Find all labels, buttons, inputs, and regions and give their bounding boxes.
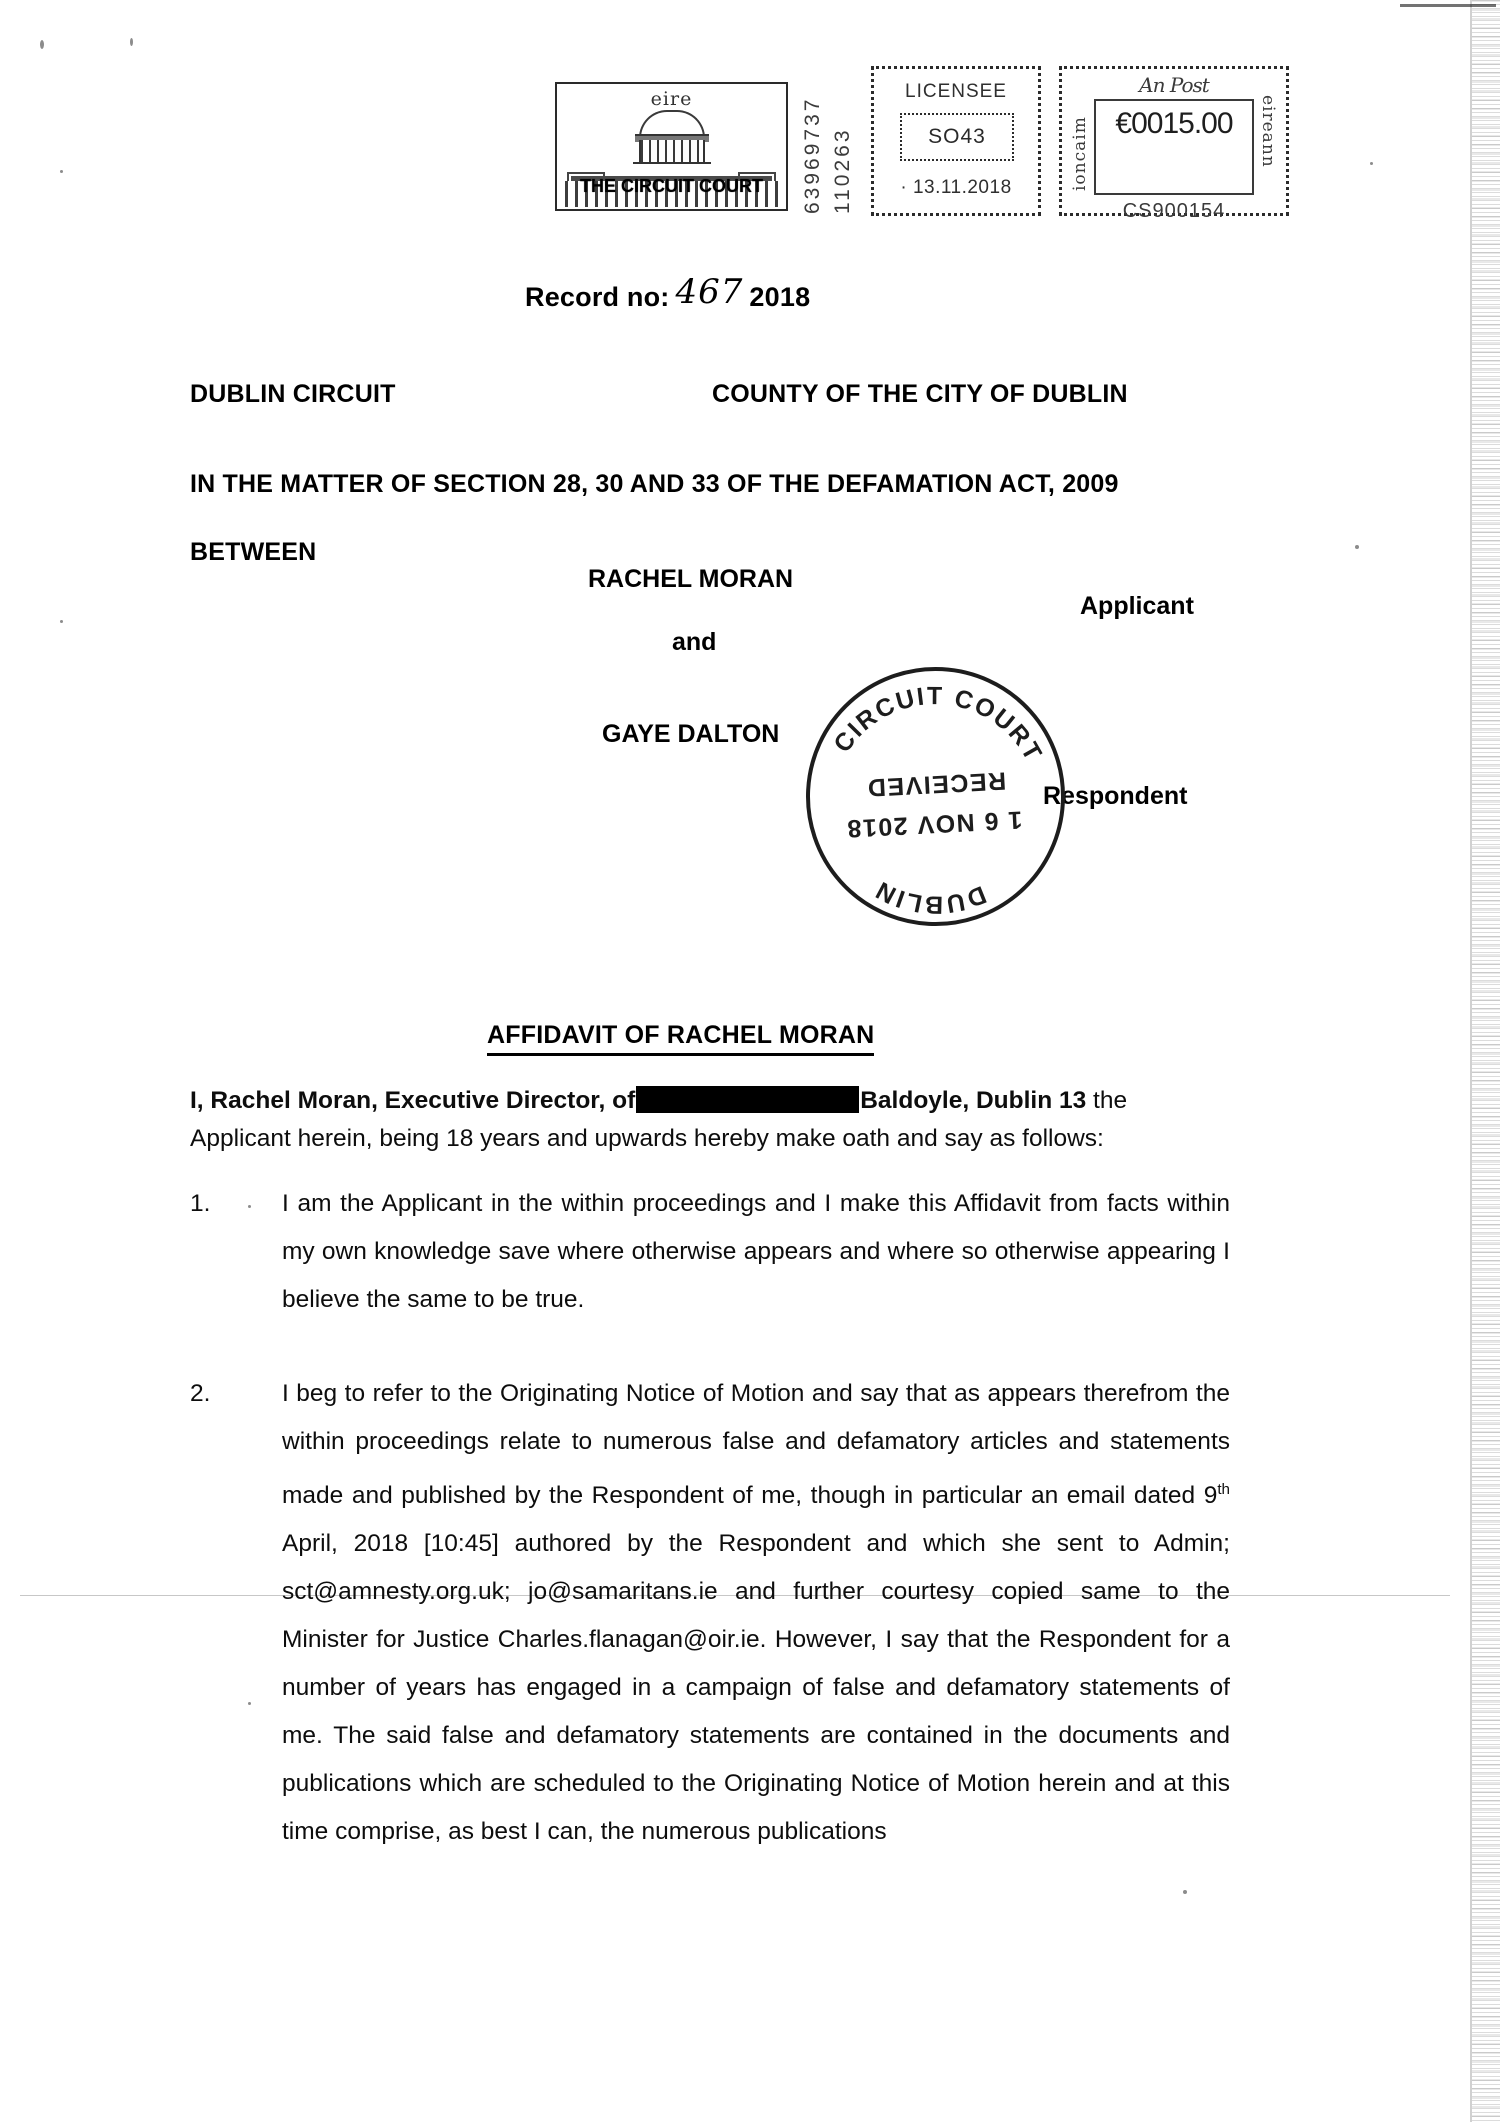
affidavit-title: AFFIDAVIT OF RACHEL MORAN	[487, 1021, 874, 1056]
intro-after-redaction: Baldoyle, Dublin 13	[860, 1087, 1087, 1114]
heading-dublin-circuit: DUBLIN CIRCUIT	[190, 380, 396, 408]
serial-number-group	[801, 66, 855, 214]
affidavit-paragraph-1	[190, 1180, 1230, 1324]
intro-before-redaction: I, Rachel Moran, Executive Director, of	[190, 1087, 636, 1114]
scan-speck	[40, 40, 44, 49]
licensee-label: LICENSEE	[905, 81, 1007, 102]
paragraph-text: I am the Applicant in the within proceedings and I make this Affidavit from facts within my own knowledge save where otherwise appears and where so otherwise appearing I believe the same to be true.	[282, 1190, 1230, 1313]
franking-side-right-text: eireann	[1258, 95, 1278, 168]
paragraph-text-part-1: I beg to refer to the Originating Notice of Motion and say that as appears therefrom the within proceedings relate to numerous false and defamatory articles and statements made and published by the Respondent of me, though in particular an email dated 9	[282, 1380, 1230, 1510]
scan-noise-band	[1472, 0, 1500, 2122]
scan-speck	[130, 38, 133, 46]
stamp-bottom-arc-label: CIRCUIT COURT	[828, 682, 1048, 767]
intro-tail: the Applicant herein, being 18 years and upwards hereby make oath and say as follows:	[190, 1087, 1128, 1152]
franking-stamp	[1059, 66, 1289, 222]
stamp-top-arc-label: DUBLIN	[869, 874, 991, 919]
stamp-received-word: RECEIVED	[865, 766, 1007, 802]
stamp-date: 1 6 NOV 2018	[845, 805, 1023, 843]
franking-side-left-text: ioncaim	[1070, 116, 1090, 191]
franking-script-logo: An Post	[1139, 73, 1209, 97]
paragraph-text-part-2: April, 2018 [10:45] authored by the Respondent and which she sent to Admin; sct@amnesty.org.uk; jo@samaritans.ie and further courtesy copied same to the Minister for Justice Charles.flanagan@oir.ie. However, I say that the Respondent for a number of years has engaged in a campaign of false and defamatory statements of me. The said false and defamatory statements are contained in the documents and publications which are scheduled to the Originating Notice of Motion herein and at this time comprise, as best I can, the numerous publications	[282, 1530, 1230, 1846]
party-connector: and	[672, 628, 717, 656]
scan-speck	[1183, 1890, 1187, 1894]
record-number-label: Record no:	[525, 282, 670, 312]
licensee-date: · 13.11.2018	[900, 177, 1012, 198]
party-respondent-label: Respondent	[1043, 782, 1188, 810]
scan-speck	[60, 620, 63, 623]
heading-matter-of: IN THE MATTER OF SECTION 28, 30 AND 33 OF THE DEFAMATION ACT, 2009	[190, 470, 1119, 498]
party-applicant-label: Applicant	[1080, 592, 1194, 620]
paragraph-number: 1.	[190, 1190, 211, 1217]
heading-between: BETWEEN	[190, 538, 317, 566]
serial-number-1: 63969737	[801, 96, 824, 214]
licensee-code-box	[900, 113, 1014, 161]
paragraph-text	[282, 1370, 1230, 1856]
heading-county: COUNTY OF THE CITY OF DUBLIN	[712, 380, 1128, 408]
licensee-code: SO43	[928, 125, 986, 148]
serial-number-2: 110263	[831, 127, 854, 214]
licensee-stamp	[871, 66, 1041, 216]
franking-serial: CS900154	[1122, 200, 1226, 222]
franking-amount-box	[1094, 99, 1254, 222]
franking-amount: €0015.00	[1115, 107, 1233, 140]
circuit-court-crest	[555, 82, 788, 211]
header-stamp-row	[555, 60, 1455, 220]
redaction-block	[636, 1086, 859, 1113]
scan-speck	[1355, 545, 1359, 549]
scan-top-artefact	[1400, 4, 1496, 7]
scan-edge-line	[1470, 0, 1472, 2122]
crest-eire-label: eire	[650, 88, 693, 110]
crest-court-title: THE CIRCUIT COURT	[580, 176, 763, 196]
affidavit-paragraph-2	[190, 1370, 1230, 1856]
ordinal-suffix: th	[1217, 1481, 1230, 1498]
affidavit-intro	[190, 1082, 1225, 1158]
record-number-line	[525, 272, 811, 315]
party-applicant-name: RACHEL MORAN	[588, 565, 794, 593]
record-number-year: 2018	[749, 282, 811, 312]
scan-speck	[60, 170, 63, 173]
court-received-stamp	[799, 660, 1071, 932]
crest-drum-icon	[639, 140, 705, 162]
paragraph-number: 2.	[190, 1380, 211, 1407]
record-number-handwritten: 467	[675, 272, 744, 312]
party-respondent-name: GAYE DALTON	[602, 720, 780, 748]
